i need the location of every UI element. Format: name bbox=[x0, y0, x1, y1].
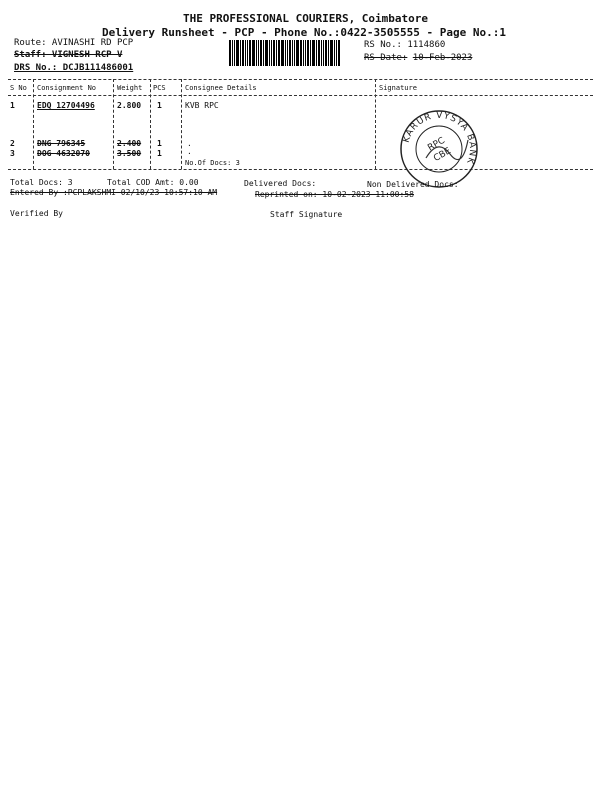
header-signature: Signature bbox=[379, 84, 417, 92]
barcode-bar bbox=[292, 40, 293, 66]
total-cod-amount: Total COD Amt: 0.00 bbox=[107, 178, 199, 187]
barcode-bar bbox=[321, 40, 322, 66]
barcode-bar bbox=[258, 40, 259, 66]
table-header-rule bbox=[8, 95, 593, 96]
barcode-bar bbox=[245, 40, 246, 66]
barcode-bar bbox=[256, 40, 257, 66]
barcode-bar bbox=[281, 40, 284, 66]
barcode-bar bbox=[323, 40, 324, 66]
reprinted-on: Reprinted on: 10-02-2023 11:00:58 bbox=[255, 190, 414, 199]
no-of-docs: No.Of Docs: 3 bbox=[185, 159, 240, 167]
header-weight: Weight bbox=[117, 84, 143, 92]
barcode-bar bbox=[289, 40, 291, 66]
barcode-bar bbox=[273, 40, 275, 66]
barcode-bar bbox=[240, 40, 241, 66]
barcode-bar bbox=[260, 40, 262, 66]
rs-date-value: 10-Feb-2023 bbox=[412, 53, 473, 63]
barcode-bar bbox=[229, 40, 231, 66]
row1-details: KVB RPC bbox=[185, 101, 219, 110]
company-title: THE PROFESSIONAL COURIERS, Coimbatore bbox=[183, 12, 429, 25]
barcode-bar bbox=[334, 40, 335, 66]
barcode-bar bbox=[330, 40, 333, 66]
barcode-bar bbox=[305, 40, 306, 66]
entered-by: Entered By :PCPLAKSHMI 02/10/23 10:57:10 AM bbox=[10, 188, 218, 197]
svg-text:CBE: CBE bbox=[432, 146, 453, 164]
barcode-bar bbox=[294, 40, 295, 66]
route-label: Route: AVINASHI RD PCP bbox=[14, 38, 134, 48]
header-sno: S No bbox=[10, 84, 27, 92]
row1-sno: 1 bbox=[10, 101, 15, 110]
non-delivered-docs: Non Delivered Docs: bbox=[367, 180, 459, 189]
barcode-bar bbox=[252, 40, 255, 66]
barcode-bar bbox=[325, 40, 327, 66]
row1-weight: 2.800 bbox=[117, 101, 142, 110]
barcode-bar bbox=[269, 40, 270, 66]
barcode-bar bbox=[278, 40, 280, 66]
bank-stamp-seal bbox=[398, 108, 480, 190]
barcode-bar bbox=[263, 40, 264, 66]
barcode-bar bbox=[338, 40, 340, 66]
row3-sno: 3 bbox=[10, 149, 15, 158]
barcode-bar bbox=[249, 40, 251, 66]
rs-date bbox=[364, 53, 472, 63]
rs-date-label: RS Date: bbox=[364, 53, 408, 63]
barcode-bar bbox=[296, 40, 299, 66]
row1-pcs: 1 bbox=[157, 101, 162, 110]
drs-number: DRS No.: DCJB111486001 bbox=[14, 63, 134, 73]
barcode-bar bbox=[242, 40, 244, 66]
barcode-bar bbox=[232, 40, 233, 66]
barcode-bar bbox=[312, 40, 315, 66]
verified-by: Verified By bbox=[10, 209, 63, 218]
barcode-bar bbox=[234, 40, 235, 66]
row2-sno: 2 bbox=[10, 139, 15, 148]
barcode-bar bbox=[265, 40, 268, 66]
row3-details: . bbox=[187, 147, 192, 156]
rs-number: RS No.: 1114860 bbox=[364, 40, 446, 50]
barcode-bar bbox=[276, 40, 277, 66]
col-divider bbox=[181, 79, 182, 169]
bank-stamp bbox=[398, 108, 480, 190]
header-pcs: PCS bbox=[153, 84, 166, 92]
barcode-bar bbox=[307, 40, 309, 66]
row3-consignment: DOG 4632070 bbox=[37, 149, 90, 158]
barcode-bar bbox=[328, 40, 329, 66]
row2-pcs: 1 bbox=[157, 139, 162, 148]
row2-details: . bbox=[187, 139, 192, 148]
svg-text:RPC: RPC bbox=[426, 135, 447, 154]
barcode-bar bbox=[300, 40, 302, 66]
header-consignee-details: Consignee Details bbox=[185, 84, 257, 92]
barcode-bar bbox=[287, 40, 288, 66]
barcode-bar bbox=[336, 40, 337, 66]
row3-pcs: 1 bbox=[157, 149, 162, 158]
col-divider bbox=[375, 79, 376, 169]
svg-text:KARUR VYSYA BANK: KARUR VYSYA BANK bbox=[401, 110, 478, 166]
barcode-bar bbox=[303, 40, 304, 66]
barcode-bar bbox=[236, 40, 239, 66]
barcode-bar bbox=[247, 40, 248, 66]
col-divider bbox=[33, 79, 34, 169]
barcode-bar bbox=[318, 40, 320, 66]
barcode-bar bbox=[271, 40, 272, 66]
col-divider bbox=[150, 79, 151, 169]
runsheet-subtitle: Delivery Runsheet - PCP - Phone No.:0422-3505555 - Page No.:1 bbox=[102, 26, 506, 39]
barcode bbox=[229, 40, 357, 66]
table-bottom-rule bbox=[8, 169, 593, 170]
barcode-bar bbox=[316, 40, 317, 66]
col-divider bbox=[113, 79, 114, 169]
staff-label: Staff: VIGNESH RCP V bbox=[14, 50, 123, 60]
row2-consignment: DNG 796345 bbox=[37, 139, 86, 148]
table-top-rule bbox=[8, 79, 593, 80]
barcode-bar bbox=[310, 40, 311, 66]
row3-weight: 3.500 bbox=[117, 149, 142, 158]
delivered-docs: Delivered Docs: bbox=[244, 179, 317, 188]
barcode-bar bbox=[285, 40, 286, 66]
row2-weight: 2.400 bbox=[117, 139, 142, 148]
total-docs: Total Docs: 3 bbox=[10, 178, 73, 187]
header-consignment: Consignment No bbox=[37, 84, 97, 92]
row1-consignment: EDQ 12704496 bbox=[37, 101, 95, 110]
staff-signature: Staff Signature bbox=[270, 210, 343, 219]
